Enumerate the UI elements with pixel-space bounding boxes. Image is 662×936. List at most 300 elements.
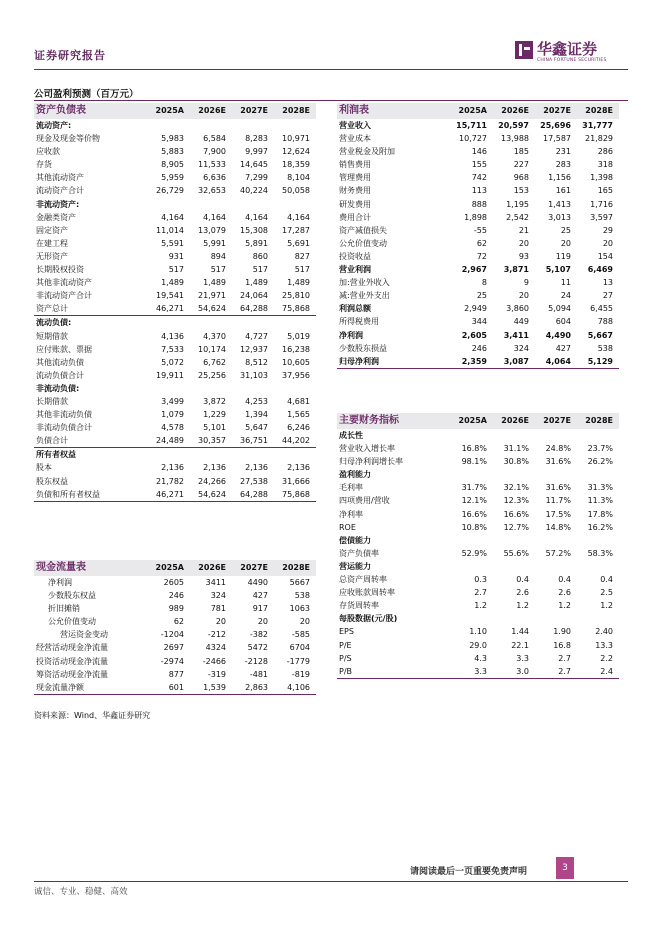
cell-value: 1,156 bbox=[548, 173, 571, 183]
cell-value: 37,956 bbox=[282, 370, 310, 380]
table-row bbox=[337, 612, 619, 625]
cell-value: 3,411 bbox=[503, 330, 529, 340]
table-row bbox=[337, 599, 619, 612]
cell-value bbox=[493, 534, 535, 547]
cell-value: 3,872 bbox=[203, 396, 226, 406]
row-label: 总资产周转率 bbox=[339, 575, 387, 585]
cell-value: 31,777 bbox=[582, 121, 613, 130]
cell-value: 16,238 bbox=[282, 344, 310, 354]
cell-value: 0.4 bbox=[600, 575, 613, 585]
income-statement-table bbox=[337, 103, 619, 369]
cell-value: 13.3 bbox=[595, 640, 613, 650]
cell-value: 31.1% bbox=[503, 444, 529, 454]
cell-value: 20 bbox=[560, 238, 571, 248]
table-row bbox=[337, 132, 619, 145]
row-label: 每股数据(元/股) bbox=[339, 614, 398, 624]
logo-name: 华鑫证券 bbox=[537, 40, 598, 58]
cell-value: 4,578 bbox=[161, 423, 184, 433]
cell-value: 3.3 bbox=[474, 666, 487, 676]
cell-value: -585 bbox=[291, 630, 310, 640]
row-label: 四项费用/营收 bbox=[339, 496, 390, 506]
cell-value: 75,868 bbox=[282, 489, 310, 499]
row-label: 金融类资产 bbox=[36, 212, 76, 222]
cell-value: 31.6% bbox=[545, 457, 571, 467]
cell-value: 46,271 bbox=[156, 489, 184, 499]
cell-value: 4,164 bbox=[203, 212, 226, 222]
section-title: 公司盈利预测（百万元） bbox=[34, 89, 139, 100]
cell-value: 5667 bbox=[289, 578, 310, 587]
cell-value: 6,584 bbox=[203, 134, 226, 144]
cell-value: 246 bbox=[471, 343, 487, 353]
cell-value: 1,716 bbox=[590, 199, 613, 209]
cell-value: 2.2 bbox=[600, 653, 613, 663]
row-label: 营业成本 bbox=[339, 134, 371, 144]
table-row bbox=[337, 547, 619, 560]
row-label: 筹资活动现金净流量 bbox=[36, 669, 108, 679]
cell-value: 10,971 bbox=[282, 134, 310, 144]
table-row bbox=[337, 534, 619, 547]
row-label: 应付账款、票据 bbox=[36, 344, 92, 354]
row-label: 费用合计 bbox=[339, 212, 371, 222]
row-label: 应收账款周转率 bbox=[339, 588, 395, 598]
table-row bbox=[34, 668, 316, 681]
cell-value: 13 bbox=[602, 278, 613, 288]
table-title: 资产负债表 bbox=[34, 103, 148, 119]
table-row bbox=[34, 589, 316, 602]
cell-value bbox=[535, 612, 577, 625]
cell-value bbox=[577, 534, 619, 547]
cell-value bbox=[493, 612, 535, 625]
table-title: 主要财务指标 bbox=[337, 413, 451, 429]
year-header: 2026E bbox=[190, 103, 232, 119]
row-label: 存货周转率 bbox=[339, 601, 379, 611]
cell-value: 25,696 bbox=[540, 121, 571, 130]
cell-value: 877 bbox=[168, 669, 184, 679]
year-header: 2028E bbox=[577, 413, 619, 429]
cell-value: 888 bbox=[471, 199, 487, 209]
cell-value: 75,868 bbox=[282, 304, 310, 314]
cell-value: 54,624 bbox=[198, 489, 226, 499]
cell-value: 4,253 bbox=[245, 396, 268, 406]
table-row bbox=[337, 342, 619, 355]
cell-value: 5,959 bbox=[161, 173, 184, 183]
row-label: P/S bbox=[339, 653, 352, 663]
cell-value: 72 bbox=[476, 251, 487, 261]
cell-value: 318 bbox=[597, 160, 613, 170]
cell-value: 153 bbox=[513, 186, 529, 196]
table-row bbox=[34, 475, 316, 488]
cell-value: 27 bbox=[602, 291, 613, 301]
year-header: 2025A bbox=[451, 413, 493, 429]
cell-value: 31.3% bbox=[587, 483, 613, 493]
cell-value: 1063 bbox=[289, 604, 310, 614]
cell-value: 4,681 bbox=[287, 396, 310, 406]
cell-value: 18,359 bbox=[282, 160, 310, 170]
row-label: 归母净利润增长率 bbox=[339, 457, 403, 467]
cell-value: -319 bbox=[207, 669, 226, 679]
table-row bbox=[337, 442, 619, 455]
cell-value: 24,266 bbox=[198, 476, 226, 486]
cell-value bbox=[232, 119, 274, 132]
year-header: 2028E bbox=[577, 103, 619, 119]
cell-value: 989 bbox=[168, 604, 184, 614]
row-label: ROE bbox=[339, 522, 356, 532]
row-label: 无形资产 bbox=[36, 251, 68, 261]
cell-value: 5,647 bbox=[245, 423, 268, 433]
row-label: 少数股东损益 bbox=[339, 343, 387, 353]
cell-value: 5,107 bbox=[545, 265, 571, 275]
table-row bbox=[34, 615, 316, 628]
cell-value: 283 bbox=[555, 160, 571, 170]
row-label: 公允价值变动 bbox=[339, 238, 387, 248]
row-label: 营运能力 bbox=[339, 561, 371, 571]
cell-value: 5,883 bbox=[161, 147, 184, 157]
cell-value: 21,971 bbox=[198, 291, 226, 301]
table-row bbox=[337, 665, 619, 679]
row-label: 投资活动现金净流量 bbox=[36, 656, 108, 666]
table-title: 现金流量表 bbox=[34, 560, 148, 576]
cell-value: 538 bbox=[597, 343, 613, 353]
report-type-label: 证券研究报告 bbox=[34, 49, 106, 62]
cell-value: 5,094 bbox=[548, 304, 571, 314]
cell-value: 8,905 bbox=[161, 160, 184, 170]
year-header: 2025A bbox=[451, 103, 493, 119]
row-label: 其他流动负债 bbox=[36, 357, 84, 367]
cell-value: 20 bbox=[257, 617, 268, 627]
year-header: 2027E bbox=[232, 103, 274, 119]
cell-value: 16.8% bbox=[461, 444, 487, 454]
cell-value: 1.2 bbox=[600, 601, 613, 611]
cell-value: 1,489 bbox=[287, 278, 310, 288]
cell-value: 4,164 bbox=[287, 212, 310, 222]
cell-value bbox=[148, 382, 190, 395]
row-label: 所有者权益 bbox=[34, 448, 148, 462]
row-label: 净利润 bbox=[48, 578, 72, 587]
table-row bbox=[34, 434, 316, 448]
table-row bbox=[337, 158, 619, 171]
cell-value: 2605 bbox=[163, 578, 184, 587]
table-row bbox=[337, 586, 619, 599]
cell-value bbox=[535, 534, 577, 547]
cell-value: 517 bbox=[168, 265, 184, 275]
cell-value: 6704 bbox=[289, 643, 310, 653]
cell-value: 788 bbox=[597, 317, 613, 327]
row-label: 财务费用 bbox=[339, 186, 371, 196]
cell-value: 5,891 bbox=[245, 238, 268, 248]
cell-value bbox=[493, 468, 535, 481]
cell-value: 2,949 bbox=[464, 304, 487, 314]
cell-value: 2,136 bbox=[161, 463, 184, 473]
cell-value: 17.8% bbox=[587, 509, 613, 519]
cell-value: 968 bbox=[513, 173, 529, 183]
cell-value: 11,014 bbox=[156, 225, 184, 235]
cell-value: 6,469 bbox=[587, 265, 613, 275]
row-label: 所得税费用 bbox=[339, 317, 379, 327]
cell-value: 12.7% bbox=[503, 522, 529, 532]
cell-value: 146 bbox=[471, 147, 487, 157]
cell-value: 4,727 bbox=[245, 331, 268, 341]
table-row bbox=[34, 576, 316, 589]
cell-value: 12.3% bbox=[503, 496, 529, 506]
row-label: 应收款 bbox=[36, 147, 60, 157]
cell-value: 5,072 bbox=[161, 357, 184, 367]
section-top-rule bbox=[34, 100, 628, 101]
cell-value bbox=[451, 560, 493, 573]
cell-value: 4,164 bbox=[161, 212, 184, 222]
row-label: EPS bbox=[339, 627, 354, 637]
cell-value: 113 bbox=[471, 186, 487, 196]
year-header: 2027E bbox=[232, 560, 274, 576]
table-row bbox=[34, 237, 316, 250]
cell-value: 7,299 bbox=[245, 173, 268, 183]
cell-value bbox=[577, 429, 619, 442]
table-row bbox=[337, 625, 619, 638]
year-header: 2025A bbox=[148, 560, 190, 576]
table-row bbox=[337, 184, 619, 197]
cell-value: 8 bbox=[481, 278, 487, 288]
cell-value: 2.40 bbox=[595, 627, 613, 637]
table-row bbox=[34, 421, 316, 434]
table-row bbox=[337, 455, 619, 468]
cell-value: 601 bbox=[168, 682, 184, 692]
cell-value bbox=[535, 468, 577, 481]
row-label: 减:营业外支出 bbox=[339, 291, 390, 301]
cell-value: 538 bbox=[294, 591, 310, 601]
cell-value: 1,898 bbox=[464, 212, 487, 222]
cell-value: 9 bbox=[523, 278, 529, 288]
cell-value: 2,605 bbox=[461, 330, 487, 340]
table-row bbox=[337, 521, 619, 534]
table-row bbox=[34, 289, 316, 302]
row-label: 营运资金变动 bbox=[60, 630, 108, 640]
cell-value: 917 bbox=[252, 604, 268, 614]
row-label: 盈利能力 bbox=[339, 470, 371, 480]
row-label: 其他流动资产 bbox=[36, 173, 84, 183]
cell-value: 64,288 bbox=[240, 304, 268, 314]
row-label: 营业收入增长率 bbox=[339, 444, 395, 454]
header-divider bbox=[34, 69, 628, 70]
cell-value: -819 bbox=[291, 669, 310, 679]
cell-value: 12,624 bbox=[282, 147, 310, 157]
table-row bbox=[34, 250, 316, 263]
table-row bbox=[337, 211, 619, 224]
cell-value bbox=[190, 316, 232, 330]
cell-value: -212 bbox=[207, 630, 226, 640]
table-row bbox=[34, 395, 316, 408]
cell-value: 16.8 bbox=[553, 640, 571, 650]
cell-value: 5,019 bbox=[287, 331, 310, 341]
table-row bbox=[34, 171, 316, 184]
cell-value: 30,357 bbox=[198, 436, 226, 446]
cell-value bbox=[451, 612, 493, 625]
cell-value: 5,667 bbox=[587, 330, 613, 340]
cell-value: 50,058 bbox=[282, 186, 310, 196]
table-row bbox=[34, 343, 316, 356]
cell-value: 31.6% bbox=[545, 483, 571, 493]
cell-value: 4,164 bbox=[245, 212, 268, 222]
cell-value: 4,370 bbox=[203, 331, 226, 341]
financial-ratios-table bbox=[337, 413, 619, 679]
table-row bbox=[337, 315, 619, 328]
cell-value: 5,983 bbox=[161, 134, 184, 144]
row-label: 长期股权投资 bbox=[36, 265, 84, 275]
cell-value: 5,991 bbox=[203, 238, 226, 248]
cell-value: 21 bbox=[518, 225, 529, 235]
logo-english-name: CHINA FORTUNE SECURITIES bbox=[537, 58, 607, 63]
cell-value bbox=[148, 316, 190, 330]
cell-value: 517 bbox=[294, 265, 310, 275]
year-header: 2027E bbox=[535, 103, 577, 119]
table-row bbox=[337, 119, 619, 132]
cell-value: 30.8% bbox=[503, 457, 529, 467]
cash-flow-table bbox=[34, 560, 316, 695]
row-label: 资产减值损失 bbox=[339, 225, 387, 235]
cell-value: 24.8% bbox=[545, 444, 571, 454]
table-row bbox=[34, 382, 316, 395]
row-label: 加:营业外收入 bbox=[339, 278, 390, 288]
footer-divider bbox=[34, 881, 628, 882]
cell-value: 12.1% bbox=[461, 496, 487, 506]
year-header: 2028E bbox=[274, 103, 316, 119]
cell-value: 449 bbox=[513, 317, 529, 327]
cell-value: 20 bbox=[299, 617, 310, 627]
table-row bbox=[337, 289, 619, 302]
cell-value bbox=[232, 316, 274, 330]
cell-value: 2,136 bbox=[287, 463, 310, 473]
table-row bbox=[34, 681, 316, 695]
table-row bbox=[34, 369, 316, 382]
cell-value: 1,489 bbox=[203, 278, 226, 288]
cell-value bbox=[274, 119, 316, 132]
cell-value: 40,224 bbox=[240, 186, 268, 196]
cell-value: 32.1% bbox=[503, 483, 529, 493]
row-label: 管理费用 bbox=[339, 173, 371, 183]
page-number: 3 bbox=[556, 857, 574, 879]
cell-value: -382 bbox=[249, 630, 268, 640]
table-row bbox=[337, 494, 619, 507]
cell-value: 0.3 bbox=[474, 575, 487, 585]
cell-value: 7,900 bbox=[203, 147, 226, 157]
row-label: 长期借款 bbox=[36, 396, 68, 406]
cell-value: 17,587 bbox=[543, 134, 571, 144]
row-label: 非流动负债合计 bbox=[36, 423, 92, 433]
cell-value bbox=[451, 534, 493, 547]
table-row bbox=[337, 560, 619, 573]
cell-value: 6,636 bbox=[203, 173, 226, 183]
table-row bbox=[34, 655, 316, 668]
table-row bbox=[337, 508, 619, 521]
row-label: 投资收益 bbox=[339, 251, 371, 261]
cell-value: 161 bbox=[555, 186, 571, 196]
table-row bbox=[34, 132, 316, 145]
table-row bbox=[34, 628, 316, 641]
cell-value: 16.6% bbox=[503, 509, 529, 519]
row-label: 净利润 bbox=[339, 330, 363, 340]
cell-value: 11.3% bbox=[587, 496, 613, 506]
cell-value: 5,129 bbox=[587, 356, 613, 366]
cell-value: 4,064 bbox=[545, 356, 571, 366]
row-label: 营业利润 bbox=[339, 265, 371, 275]
cell-value: 16.2% bbox=[587, 522, 613, 532]
cell-value bbox=[451, 468, 493, 481]
table-row bbox=[34, 302, 316, 316]
cell-value: 286 bbox=[597, 147, 613, 157]
cell-value: 931 bbox=[168, 251, 184, 261]
cell-value bbox=[577, 612, 619, 625]
cell-value: 1,489 bbox=[245, 278, 268, 288]
cell-value: 781 bbox=[210, 604, 226, 614]
cell-value: 32,653 bbox=[198, 186, 226, 196]
cell-value: 4,136 bbox=[161, 331, 184, 341]
cell-value: 2.7 bbox=[474, 588, 487, 598]
cell-value: 12,937 bbox=[240, 344, 268, 354]
table-row bbox=[337, 276, 619, 289]
cell-value: 2,136 bbox=[245, 463, 268, 473]
cell-value: 1.44 bbox=[511, 627, 529, 637]
cell-value: 64,288 bbox=[240, 489, 268, 499]
cell-value: 29.0 bbox=[469, 640, 487, 650]
cell-value: 2.7 bbox=[558, 653, 571, 663]
year-header: 2025A bbox=[148, 103, 190, 119]
row-label: 净利率 bbox=[339, 509, 363, 519]
cell-value: 3,013 bbox=[548, 212, 571, 222]
cell-value bbox=[232, 448, 274, 462]
cell-value: 11.7% bbox=[545, 496, 571, 506]
balance-sheet-table bbox=[34, 103, 316, 502]
table-row bbox=[337, 198, 619, 211]
cell-value: 10.8% bbox=[461, 522, 487, 532]
cell-value: 324 bbox=[513, 343, 529, 353]
cell-value bbox=[535, 429, 577, 442]
cell-value: 15,711 bbox=[456, 121, 487, 130]
cell-value bbox=[274, 316, 316, 330]
cell-value: 52.9% bbox=[461, 548, 487, 558]
cell-value: 26.2% bbox=[587, 457, 613, 467]
cell-value: 324 bbox=[210, 591, 226, 601]
row-label: 归母净利润 bbox=[339, 356, 379, 366]
cell-value: 0.4 bbox=[558, 575, 571, 585]
row-label: 经营活动现金净流量 bbox=[36, 643, 108, 653]
table-row bbox=[337, 329, 619, 342]
cell-value: 5,691 bbox=[287, 238, 310, 248]
cell-value: 742 bbox=[471, 173, 487, 183]
cell-value: 98.1% bbox=[461, 457, 487, 467]
table-row bbox=[337, 355, 619, 369]
cell-value: -55 bbox=[473, 225, 487, 235]
cell-value bbox=[148, 119, 190, 132]
cell-value: 860 bbox=[252, 251, 268, 261]
table-row bbox=[337, 145, 619, 158]
source-note: 资料来源：Wind、华鑫证券研究 bbox=[34, 711, 151, 720]
cell-value: 155 bbox=[471, 160, 487, 170]
cell-value: 1,489 bbox=[161, 278, 184, 288]
cell-value: 62 bbox=[476, 238, 487, 248]
cell-value: 3411 bbox=[205, 578, 226, 587]
cell-value: 20,597 bbox=[498, 121, 529, 130]
cell-value bbox=[493, 429, 535, 442]
cell-value: 36,751 bbox=[240, 436, 268, 446]
row-label: 存货 bbox=[36, 160, 52, 170]
row-label: 负债合计 bbox=[36, 436, 68, 446]
cell-value: 31.7% bbox=[461, 483, 487, 493]
cell-value: 517 bbox=[210, 265, 226, 275]
cell-value: 165 bbox=[597, 186, 613, 196]
table-row bbox=[337, 171, 619, 184]
cell-value: 4324 bbox=[205, 643, 226, 653]
table-row bbox=[337, 481, 619, 494]
row-label: 短期借款 bbox=[36, 331, 68, 341]
cell-value: 29 bbox=[602, 225, 613, 235]
